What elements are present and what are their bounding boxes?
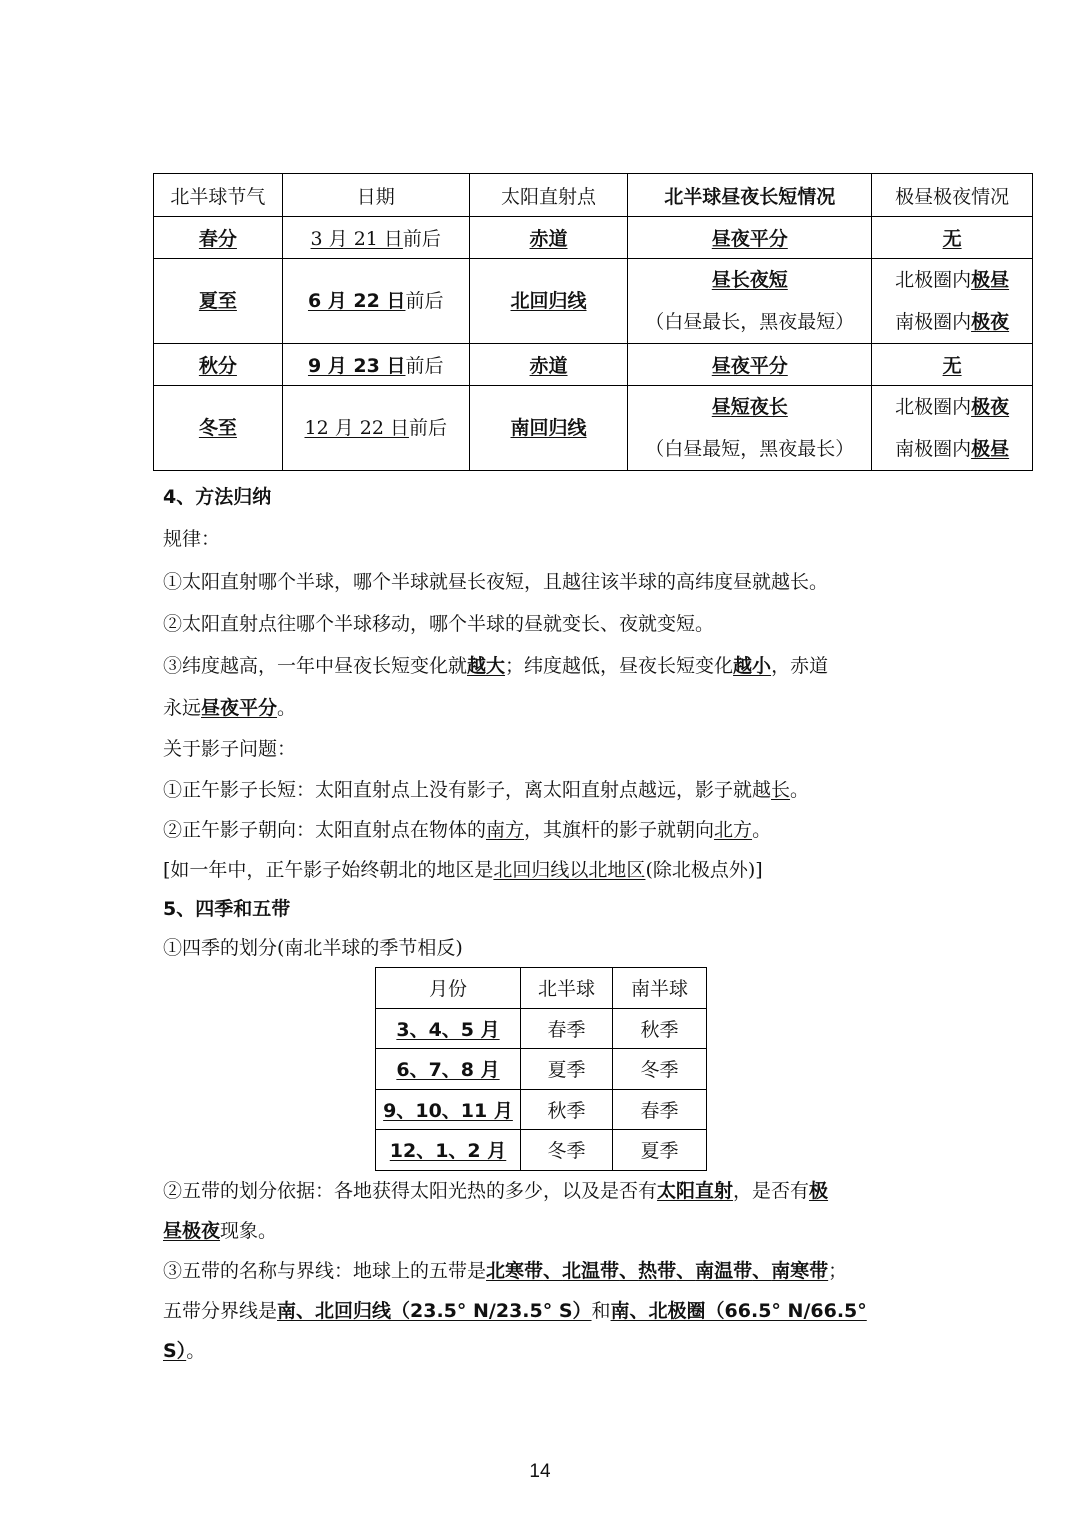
seasons-paragraph: ①四季的划分(南北半球的季节相反) xyxy=(163,937,463,959)
header-cell: 北半球 xyxy=(521,968,613,1009)
header-cell: 月份 xyxy=(376,968,521,1009)
months-cell: 3、4、5 月 xyxy=(376,1008,521,1049)
point-cell: 北回归线 xyxy=(469,259,628,344)
season-table xyxy=(375,967,707,1171)
header-cell: 日期 xyxy=(282,174,469,217)
section4-heading: 4、方法归纳 xyxy=(163,486,272,508)
rules-label: 规律： xyxy=(163,528,221,550)
term-cell: 春分 xyxy=(154,217,283,259)
term-cell: 冬至 xyxy=(154,386,283,471)
north-cell: 冬季 xyxy=(521,1130,613,1171)
header-cell: 南半球 xyxy=(613,968,707,1009)
point-cell: 赤道 xyxy=(469,344,628,386)
south-cell: 冬季 xyxy=(613,1049,707,1090)
daynight-cell: 昼长夜短 （白昼最长，黑夜最短） xyxy=(628,259,872,344)
term-cell: 秋分 xyxy=(154,344,283,386)
date-cell: 9 月 23 日前后 xyxy=(282,344,469,386)
zones-basis-line2: 昼极夜现象。 xyxy=(163,1220,278,1242)
page-number: 14 xyxy=(529,1461,551,1482)
date-cell: 3 月 21 日前后 xyxy=(282,217,469,259)
zones-names-line2: 五带分界线是南、北回归线（23.5° N/23.5° S）和南、北极圈（66.5° N/66.5° xyxy=(163,1300,867,1322)
table-row xyxy=(376,1049,707,1090)
shadow-rule-2: ②正午影子朝向：太阳直射点在物体的南方，其旗杆的影子就朝向北方。 xyxy=(163,819,772,841)
shadow-rule-3: [如一年中，正午影子始终朝北的地区是北回归线以北地区(除北极点外)] xyxy=(163,859,763,881)
zones-names-line3: S）。 xyxy=(163,1340,206,1362)
months-cell: 12、1、2 月 xyxy=(376,1130,521,1171)
north-cell: 夏季 xyxy=(521,1049,613,1090)
shadow-label: 关于影子问题： xyxy=(163,738,297,760)
rule-3-line1: ③纬度越高，一年中昼夜长短变化就越大；纬度越低，昼夜长短变化越小，赤道 xyxy=(163,655,829,677)
header-cell: 北半球节气 xyxy=(154,174,283,217)
point-cell: 南回归线 xyxy=(469,386,628,471)
table-row xyxy=(376,1130,707,1171)
daynight-cell: 昼短夜长 （白昼最短，黑夜最长） xyxy=(628,386,872,471)
table-row xyxy=(154,259,1033,344)
north-cell: 秋季 xyxy=(521,1089,613,1130)
table-row xyxy=(154,217,1033,259)
point-cell: 赤道 xyxy=(469,217,628,259)
table-header-row xyxy=(154,174,1033,217)
solar-terms-table xyxy=(153,173,1033,471)
rule-3-line2: 永远昼夜平分。 xyxy=(163,697,297,719)
shadow-rule-1: ①正午影子长短：太阳直射点上没有影子，离太阳直射点越远，影子就越长。 xyxy=(163,779,810,801)
term-cell: 夏至 xyxy=(154,259,283,344)
polar-cell: 无 xyxy=(872,217,1033,259)
header-cell: 北半球昼夜长短情况 xyxy=(628,174,872,217)
south-cell: 夏季 xyxy=(613,1130,707,1171)
table-row xyxy=(154,386,1033,471)
section5-heading: 5、四季和五带 xyxy=(163,898,291,920)
zones-basis-line1: ②五带的划分依据：各地获得太阳光热的多少，以及是否有太阳直射，是否有极 xyxy=(163,1180,829,1202)
table-header-row xyxy=(376,968,707,1009)
south-cell: 春季 xyxy=(613,1089,707,1130)
polar-cell: 北极圈内极夜 南极圈内极昼 xyxy=(872,386,1033,471)
north-cell: 春季 xyxy=(521,1008,613,1049)
rule-2: ②太阳直射点往哪个半球移动，哪个半球的昼就变长、夜就变短。 xyxy=(163,613,715,635)
header-cell: 太阳直射点 xyxy=(469,174,628,217)
months-cell: 6、7、8 月 xyxy=(376,1049,521,1090)
months-cell: 9、10、11 月 xyxy=(376,1089,521,1130)
table-row xyxy=(154,344,1033,386)
rule-1: ①太阳直射哪个半球，哪个半球就昼长夜短，且越往该半球的高纬度昼就越长。 xyxy=(163,571,829,593)
date-cell: 6 月 22 日前后 xyxy=(282,259,469,344)
header-cell: 极昼极夜情况 xyxy=(872,174,1033,217)
zones-names-line1: ③五带的名称与界线：地球上的五带是北寒带、北温带、热带、南温带、南寒带； xyxy=(163,1260,848,1282)
polar-cell: 无 xyxy=(872,344,1033,386)
date-cell: 12 月 22 日前后 xyxy=(282,386,469,471)
table-row xyxy=(376,1089,707,1130)
polar-cell: 北极圈内极昼 南极圈内极夜 xyxy=(872,259,1033,344)
table-row xyxy=(376,1008,707,1049)
daynight-cell: 昼夜平分 xyxy=(628,217,872,259)
daynight-cell: 昼夜平分 xyxy=(628,344,872,386)
south-cell: 秋季 xyxy=(613,1008,707,1049)
